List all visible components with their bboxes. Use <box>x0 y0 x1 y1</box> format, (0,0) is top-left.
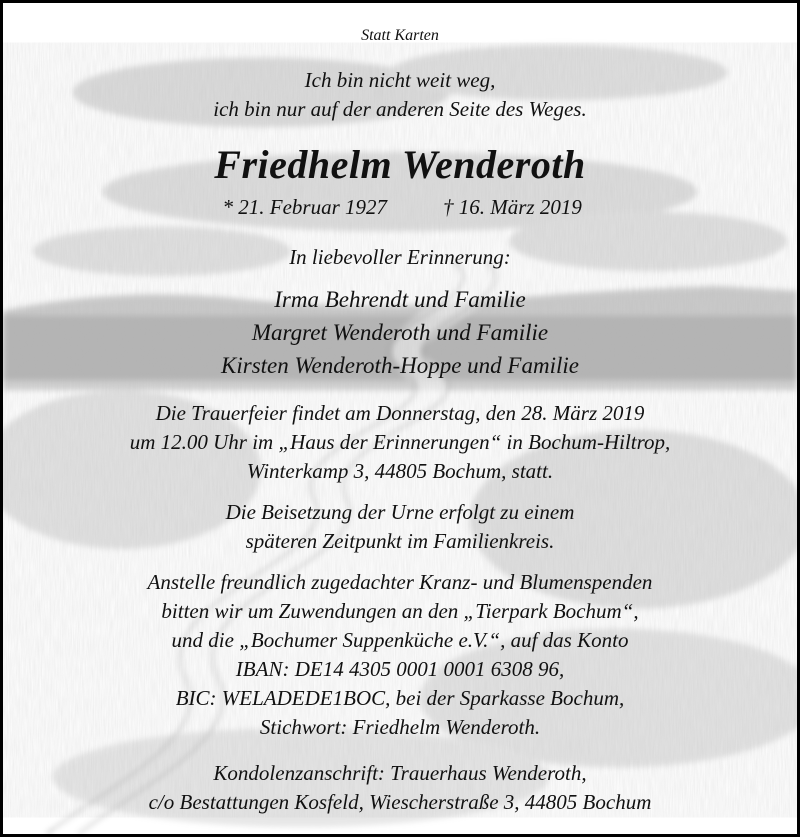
family-line: Margret Wenderoth und Familie <box>251 320 549 345</box>
donation-line: und die „Bochumer Suppenküche e.V.“, auf das Konto <box>171 628 629 652</box>
death-date: † 16. März 2019 <box>443 195 582 219</box>
condolence-line: c/o Bestattungen Kosfeld, Wiescherstraße 3, 44805 Bochum <box>148 790 652 814</box>
poem-line-1: Ich bin nicht weit weg, <box>304 68 496 92</box>
statt-karten-label: Statt Karten <box>361 27 439 44</box>
ceremony-line: um 12.00 Uhr im „Haus der Erinnerungen“ in Bochum-Hiltrop, <box>129 430 671 454</box>
donation-line: Anstelle freundlich zugedachter Kranz- und Blumenspenden <box>147 570 653 594</box>
birth-date: * 21. Februar 1927 <box>222 195 387 219</box>
family-line: Irma Behrendt und Familie <box>274 287 526 312</box>
obituary-text <box>3 3 797 834</box>
iban-line: IBAN: DE14 4305 0001 0001 6308 96, <box>235 657 565 681</box>
deceased-name: Friedhelm Wenderoth <box>214 142 586 187</box>
burial-line: Die Beisetzung der Urne erfolgt zu einem <box>225 500 575 524</box>
burial-line: späteren Zeitpunkt im Familienkreis. <box>245 529 555 553</box>
family-line: Kirsten Wenderoth-Hoppe und Familie <box>221 353 579 378</box>
poem-line-2: ich bin nur auf der anderen Seite des Weges. <box>213 97 587 121</box>
donation-line: bitten wir um Zuwendungen an den „Tierpark Bochum“, <box>161 599 639 623</box>
memory-line: In liebevoller Erinnerung: <box>289 245 511 269</box>
ceremony-line: Winterkamp 3, 44805 Bochum, statt. <box>246 459 554 483</box>
bic-line: BIC: WELADEDE1BOC, bei der Sparkasse Bochum, <box>175 686 625 710</box>
condolence-line: Kondolenzanschrift: Trauerhaus Wenderoth, <box>213 761 587 785</box>
ceremony-line: Die Trauerfeier findet am Donnerstag, den 28. März 2019 <box>155 401 645 425</box>
keyword-line: Stichwort: Friedhelm Wenderoth. <box>259 715 541 739</box>
